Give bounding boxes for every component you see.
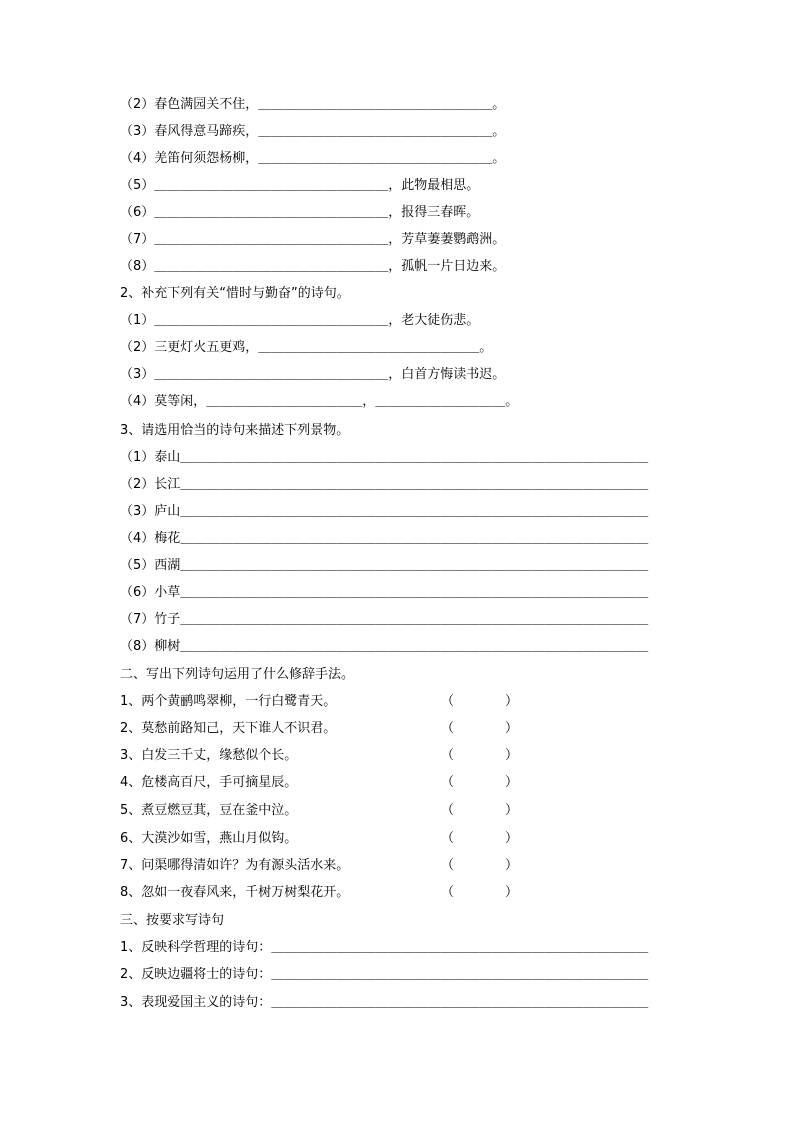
scenery-fill-line: （7）竹子＿＿＿＿＿＿＿＿＿＿＿＿＿＿＿＿＿＿＿＿＿＿＿＿＿＿＿＿＿＿＿＿＿＿＿＿ (120, 612, 649, 627)
poem-fill-line: （2）春色满园关不住，＿＿＿＿＿＿＿＿＿＿＿＿＿＿＿＿＿＿。 (120, 97, 506, 112)
answer-paren-open: （ (441, 858, 455, 873)
answer-paren-close: ） (505, 831, 519, 846)
poem-request-line: 1、反映科学哲理的诗句：＿＿＿＿＿＿＿＿＿＿＿＿＿＿＿＿＿＿＿＿＿＿＿＿＿＿＿＿＿ (120, 940, 649, 955)
rhetoric-question: 1、两个黄鹂鸣翠柳，一行白鹭青天。 (120, 694, 337, 709)
poem-fill-line: （4）莫等闲，＿＿＿＿＿＿＿＿＿＿＿＿，＿＿＿＿＿＿＿＿＿＿。 (120, 394, 519, 409)
answer-paren-open: （ (441, 831, 455, 846)
rhetoric-question: 7、问渠哪得清如许？为有源头活水来。 (120, 858, 350, 873)
poem-fill-line: （6）＿＿＿＿＿＿＿＿＿＿＿＿＿＿＿＿＿＿，报得三春晖。 (120, 205, 480, 220)
section-heading: 三、按要求写诗句 (120, 913, 225, 928)
scenery-fill-line: （1）泰山＿＿＿＿＿＿＿＿＿＿＿＿＿＿＿＿＿＿＿＿＿＿＿＿＿＿＿＿＿＿＿＿＿＿＿＿ (120, 450, 649, 465)
poem-fill-line: （8）＿＿＿＿＿＿＿＿＿＿＿＿＿＿＿＿＿＿，孤帆一片日边来。 (120, 259, 506, 274)
answer-paren-close: ） (505, 803, 519, 818)
answer-paren-open: （ (441, 694, 455, 709)
answer-paren-close: ） (505, 885, 519, 900)
scenery-fill-line: （4）梅花＿＿＿＿＿＿＿＿＿＿＿＿＿＿＿＿＿＿＿＿＿＿＿＿＿＿＿＿＿＿＿＿＿＿＿＿ (120, 531, 649, 546)
poem-fill-line: （2）三更灯火五更鸡，＿＿＿＿＿＿＿＿＿＿＿＿＿＿＿＿＿。 (120, 340, 493, 355)
poem-request-line: 2、反映边疆将士的诗句：＿＿＿＿＿＿＿＿＿＿＿＿＿＿＿＿＿＿＿＿＿＿＿＿＿＿＿＿＿ (120, 967, 649, 982)
poem-fill-line: （3）春风得意马蹄疾，＿＿＿＿＿＿＿＿＿＿＿＿＿＿＿＿＿＿。 (120, 124, 506, 139)
rhetoric-question: 6、大漠沙如雪，燕山月似钩。 (120, 831, 298, 846)
answer-paren-close: ） (505, 694, 519, 709)
answer-paren-close: ） (505, 858, 519, 873)
answer-paren-close: ） (505, 721, 519, 736)
rhetoric-question: 3、白发三千丈，缘愁似个长。 (120, 748, 298, 763)
scenery-fill-line: （2）长江＿＿＿＿＿＿＿＿＿＿＿＿＿＿＿＿＿＿＿＿＿＿＿＿＿＿＿＿＿＿＿＿＿＿＿＿ (120, 477, 649, 492)
poem-fill-line: （7）＿＿＿＿＿＿＿＿＿＿＿＿＿＿＿＿＿＿，芳草萋萋鹦鹉洲。 (120, 232, 506, 247)
answer-paren-open: （ (441, 803, 455, 818)
answer-paren-open: （ (441, 885, 455, 900)
rhetoric-question: 2、莫愁前路知己，天下谁人不识君。 (120, 721, 337, 736)
answer-paren-open: （ (441, 748, 455, 763)
question-heading: 3、请选用恰当的诗句来描述下列景物。 (120, 423, 350, 438)
scenery-fill-line: （5）西湖＿＿＿＿＿＿＿＿＿＿＿＿＿＿＿＿＿＿＿＿＿＿＿＿＿＿＿＿＿＿＿＿＿＿＿＿ (120, 558, 649, 573)
section-heading: 二、写出下列诗句运用了什么修辞手法。 (120, 667, 355, 682)
poem-fill-line: （5）＿＿＿＿＿＿＿＿＿＿＿＿＿＿＿＿＿＿，此物最相思。 (120, 178, 480, 193)
poem-fill-line: （1）＿＿＿＿＿＿＿＿＿＿＿＿＿＿＿＿＿＿，老大徒伤悲。 (120, 313, 480, 328)
poem-request-line: 3、表现爱国主义的诗句：＿＿＿＿＿＿＿＿＿＿＿＿＿＿＿＿＿＿＿＿＿＿＿＿＿＿＿＿＿ (120, 995, 649, 1010)
answer-paren-open: （ (441, 775, 455, 790)
rhetoric-question: 4、危楼高百尺，手可摘星辰。 (120, 775, 298, 790)
poem-fill-line: （4）羌笛何须怨杨柳，＿＿＿＿＿＿＿＿＿＿＿＿＿＿＿＿＿＿。 (120, 151, 506, 166)
rhetoric-question: 8、忽如一夜春风来，千树万树梨花开。 (120, 885, 350, 900)
question-heading: 2、补充下列有关“惜时与勤奋”的诗句。 (120, 286, 350, 301)
rhetoric-question: 5、煮豆燃豆萁，豆在釜中泣。 (120, 803, 298, 818)
scenery-fill-line: （8）柳树＿＿＿＿＿＿＿＿＿＿＿＿＿＿＿＿＿＿＿＿＿＿＿＿＿＿＿＿＿＿＿＿＿＿＿＿ (120, 639, 649, 654)
scenery-fill-line: （3）庐山＿＿＿＿＿＿＿＿＿＿＿＿＿＿＿＿＿＿＿＿＿＿＿＿＿＿＿＿＿＿＿＿＿＿＿＿ (120, 504, 649, 519)
answer-paren-close: ） (505, 748, 519, 763)
poem-fill-line: （3）＿＿＿＿＿＿＿＿＿＿＿＿＿＿＿＿＿＿，白首方悔读书迟。 (120, 367, 506, 382)
answer-paren-open: （ (441, 721, 455, 736)
scenery-fill-line: （6）小草＿＿＿＿＿＿＿＿＿＿＿＿＿＿＿＿＿＿＿＿＿＿＿＿＿＿＿＿＿＿＿＿＿＿＿＿ (120, 585, 649, 600)
answer-paren-close: ） (505, 775, 519, 790)
